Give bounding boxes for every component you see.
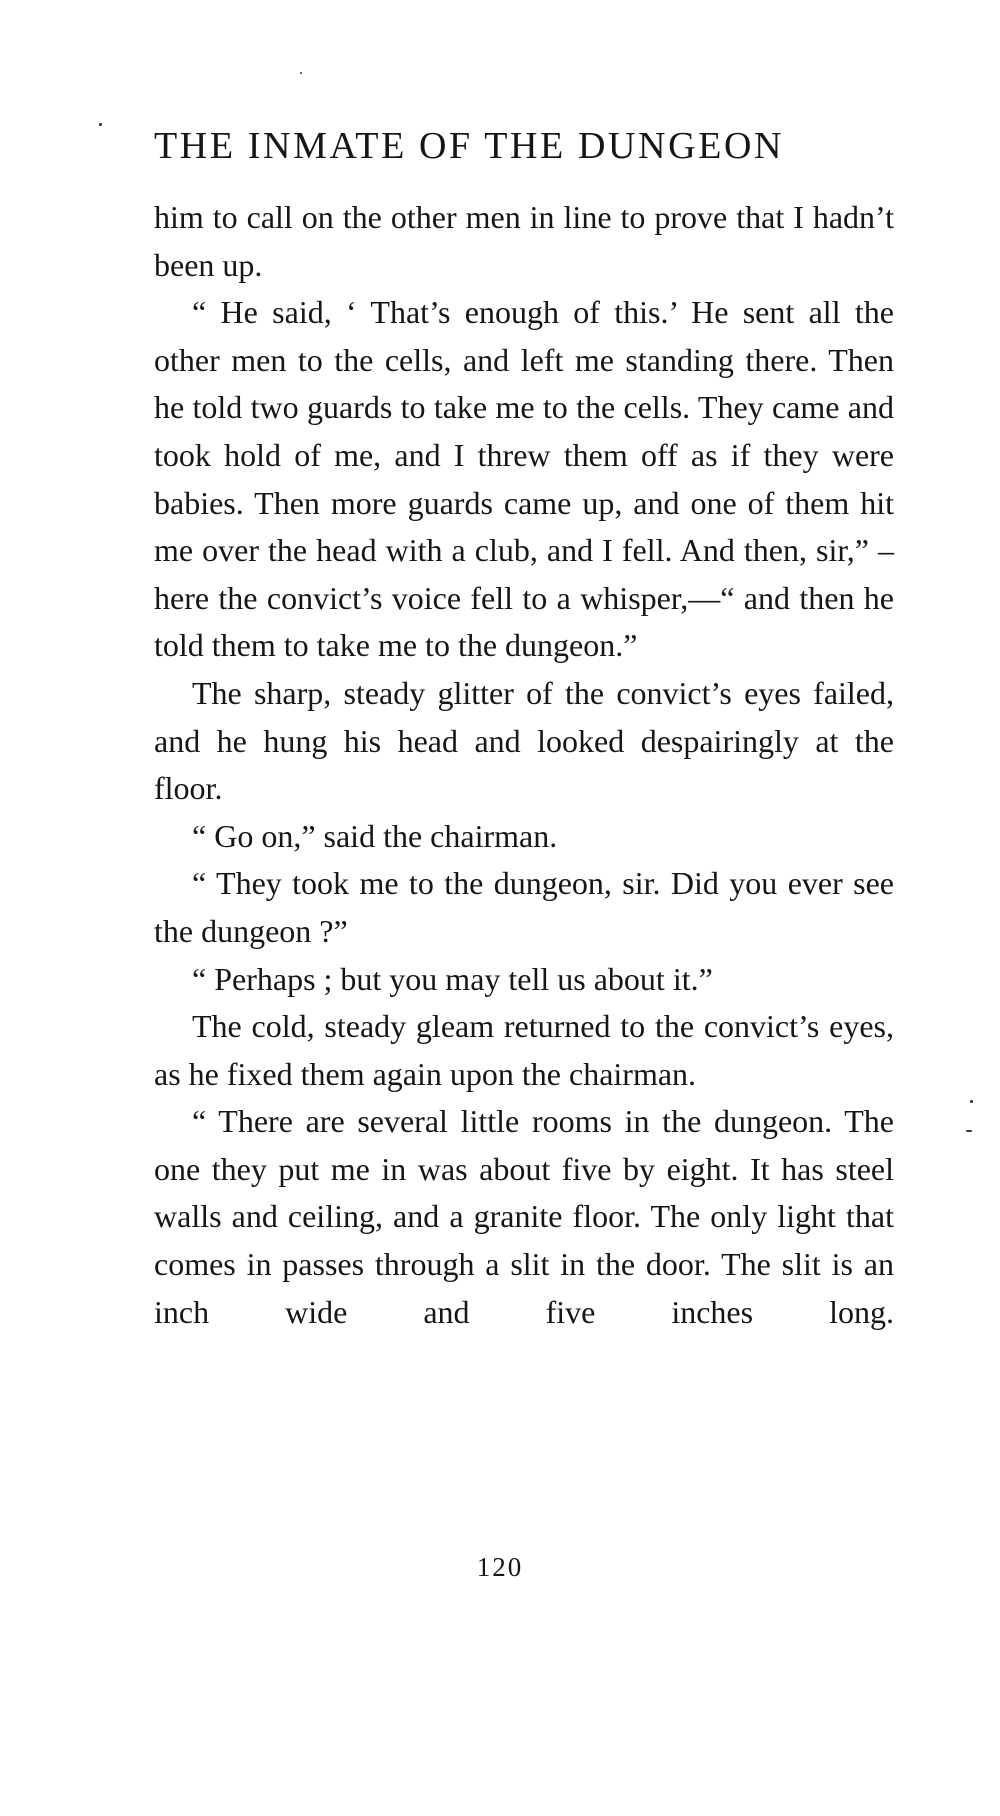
- scan-speck-right-2: [966, 1130, 972, 1132]
- paragraph-7: The cold, steady gleam returned to the convict’s eyes, as he fixed them again upon the chairman.: [154, 1008, 894, 1092]
- paragraph-6: “ Perhaps ; but you may tell us about it.”: [192, 960, 713, 997]
- paragraph-1: him to call on the other men in line to prove that I hadn’t been up.: [154, 199, 894, 283]
- scan-speck-left: [99, 123, 102, 126]
- book-page: [154, 124, 894, 1336]
- paragraph-5: “ They took me to the dungeon, sir. Did you ever see the dungeon ?”: [154, 865, 894, 949]
- paragraph-3: The sharp, steady glitter of the convict’s eyes failed, and he hung his head and looked despairingly at the floor.: [154, 674, 894, 807]
- paragraph-2: “ He said, ‘ That’s enough of this.’ He sent all the other men to the cells, and left me standing there. Then he told two guards to take me to the cells. They came and took hold of me, and I threw them off as if they were babies. Then more guards came up, and one of them hit me over the head with a club, and I fell. And then, sir,” – here the convict’s voice fell to a whisper,—“ and then he told them to take me to the dungeon.”: [154, 294, 894, 664]
- body-text: [154, 194, 894, 1336]
- scan-speck-top: [300, 72, 302, 74]
- paragraph-8: “ There are several little rooms in the dungeon. The one they put me in was about five by eight. It has steel walls and ceiling, and a granite floor. The only light that comes in passes through a slit in the door. The slit is an inch wide and five inches long.: [154, 1103, 894, 1330]
- running-head: THE INMATE OF THE DUNGEON: [154, 125, 785, 167]
- page-number: 120: [476, 1552, 524, 1582]
- paragraph-4: “ Go on,” said the chairman.: [192, 817, 558, 854]
- scan-speck-right: [970, 1100, 973, 1103]
